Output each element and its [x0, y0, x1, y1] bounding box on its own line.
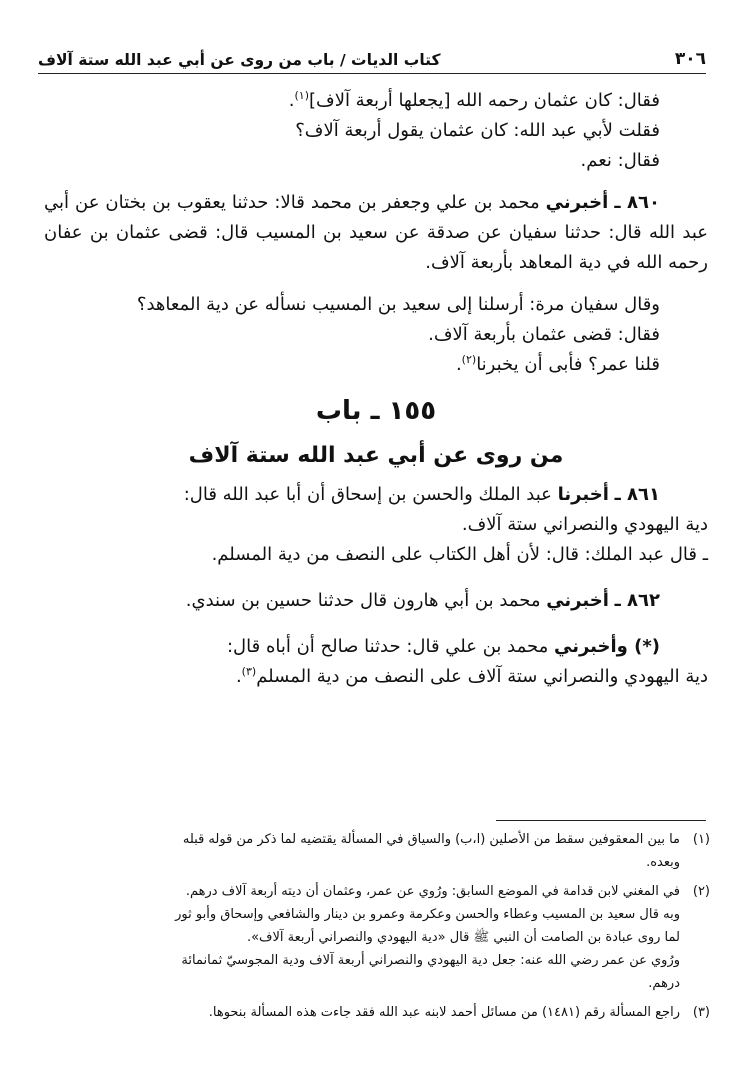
main-text: [44, 86, 708, 692]
footnote-ref: (١): [294, 89, 310, 102]
text-line: فقلت لأبي عبد الله: كان عثمان يقول أربعة آلاف؟: [295, 120, 660, 141]
hadith-text: محمد بن علي وجعفر بن محمد قالا: حدثنا يعقوب بن بختان عن أبي عبد الله قال: حدثنا سفيان عن صدقة عن سعيد بن المسيب قال: قضى عثمان بن عفان رحمه الله في دية المعاهد بأربعة آلاف.: [44, 192, 708, 273]
text-line-content: قلنا عمر؟ فأبى أن يخبرنا: [476, 354, 660, 375]
hadith-keyword: (*) وأخبرني: [554, 636, 660, 657]
footnote-line: ما بين المعقوفين سقط من الأصلين (ا،ب) والسياق في المسألة يقتضيه لما ذكر من قوله قبله: [182, 832, 680, 847]
footnote-divider: [496, 820, 706, 821]
hadith-number: ٨٦٠ ـ: [614, 192, 660, 213]
text-line: فقال: نعم.: [580, 150, 660, 171]
hadith-text: محمد بن أبي هارون قال حدثنا حسين بن سندي.: [185, 590, 541, 611]
hadith-keyword: أخبرني: [546, 590, 609, 611]
text-line: ـ قال عبد الملك: قال: لأن أهل الكتاب على النصف من دية المسلم.: [211, 544, 708, 565]
footnote-body: [46, 880, 680, 995]
footnote-line: ورُوي عن عمر رضي الله عنه: جعل دية اليهودي والنصراني أربعة آلاف ودية المجوسيّ ثمانمائة: [181, 953, 680, 968]
hadith-number: ٨٦٢ ـ: [614, 590, 660, 611]
footnote-ref: (٣): [241, 665, 257, 678]
footnote-line: درهم.: [648, 976, 680, 991]
text-line-content: فقال: كان عثمان رحمه الله [يجعلها أربعة آلاف]: [309, 90, 660, 111]
running-title: كتاب الديات / باب من روى عن أبي عبد الله ستة آلاف: [38, 51, 441, 69]
footnote-body: [46, 1001, 680, 1024]
hadith-860: [44, 188, 708, 278]
chapter-title: من روى عن أبي عبد الله ستة آلاف: [188, 443, 564, 468]
text-line: فقال: قضى عثمان بأربعة آلاف.: [428, 324, 660, 345]
footnote-line: راجع المسألة رقم (١٤٨١) من مسائل أحمد لابنه عبد الله فقد جاءت هذه المسألة بنحوها.: [208, 1005, 680, 1020]
text-line: وقال سفيان مرة: أرسلنا إلى سعيد بن المسيب نسأله عن دية المعاهد؟: [136, 294, 660, 315]
footnote-line: في المغني لابن قدامة في الموضع السابق: ورُوي عن عمر، وعثمان أن ديته أربعة آلاف درهم.: [185, 884, 680, 899]
text-line: فقال: كان عثمان رحمه الله [يجعلها أربعة آلاف]$^{(١)}$.: [288, 89, 660, 111]
hadith-keyword: أخبرنا: [557, 484, 609, 505]
text-line: دية اليهودي والنصراني ستة آلاف.: [461, 514, 708, 535]
footnote-number: (٢): [692, 884, 710, 899]
hadith-text: عبد الملك والحسن بن إسحاق أن أبا عبد الله قال:: [183, 484, 552, 505]
footnotes: [46, 828, 710, 1030]
footnote-line: لما روى عبادة بن الصامت أن النبي ﷺ قال «دية اليهودي والنصراني أربعة آلاف».: [246, 930, 680, 945]
footnote: [46, 828, 710, 874]
hadith-keyword: أخبرني: [545, 192, 609, 213]
footnote-line: وبه قال سعيد بن المسيب وعطاء والحسن وعكرمة وعمرو بن دينار والشافعي وإسحاق وأبو ثور: [175, 907, 680, 922]
text-line: [44, 632, 708, 662]
text-line: قلنا عمر؟ فأبى أن يخبرنا$^{(٢)}$.: [455, 353, 660, 375]
hadith-text: محمد بن علي قال: حدثنا صالح أن أباه قال:: [226, 636, 549, 657]
page-number: ٣٠٦: [674, 49, 706, 69]
footnote-body: [46, 828, 680, 874]
footnote: [46, 1001, 710, 1024]
footnote-ref: (٢): [461, 353, 477, 366]
footnote-number: (١): [692, 832, 710, 847]
text-line-content: دية اليهودي والنصراني ستة آلاف على النصف من دية المسلم: [256, 666, 708, 687]
hadith-861: [44, 480, 708, 510]
footnote-line: وبعده.: [646, 855, 680, 870]
hadith-862: [44, 586, 708, 616]
footnote: [46, 880, 710, 995]
hadith-number: ٨٦١ ـ: [614, 484, 660, 505]
chapter-heading: ١٥٥ ـ باب: [315, 396, 437, 426]
running-header: [38, 40, 706, 74]
text-line: دية اليهودي والنصراني ستة آلاف على النصف من دية المسلم$^{(٣)}$.: [235, 665, 708, 687]
footnote-number: (٣): [692, 1005, 710, 1020]
